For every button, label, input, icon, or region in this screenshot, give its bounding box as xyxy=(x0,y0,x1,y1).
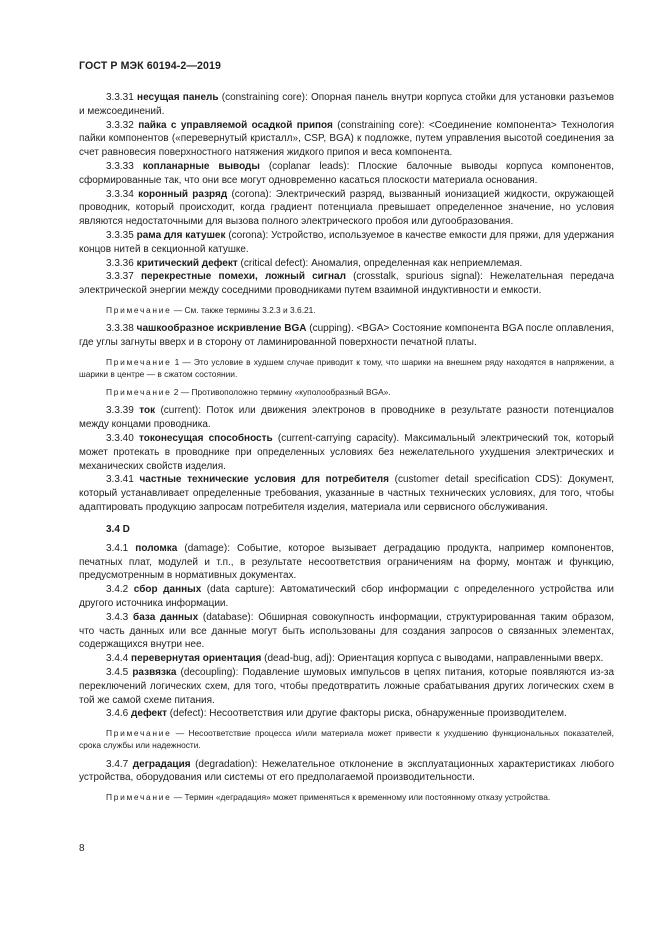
term-entry: 3.3.39 ток (current): Поток или движения электронов в проводнике в результате разности потенциалов между концами проводника. xyxy=(79,405,614,431)
term-name: пайка с управляемой осадкой припоя xyxy=(138,119,333,131)
term-entry: 3.3.32 пайка с управляемой осадкой припоя (constraining core): <Соединение компонента> Технология пайки компонентов («перевернутый кристалл», CSP, BGA) к подложке, путем управления высотой соединения за счет равновесия поверхностного натяжения жидкого припоя и веса компонента. xyxy=(79,119,615,159)
term-name: перевернутая ориентация xyxy=(131,653,262,665)
term-name: токонесущая способность xyxy=(139,432,273,444)
term-name: несущая панель xyxy=(137,92,219,103)
note: Примечание — Несоответствие процесса и/или материала может привести к ухудшению функциональных показателей, срока службы или надежности. xyxy=(79,728,614,751)
term-entry: 3.4.7 деградация (degradation): Нежелательное отклонение в эксплуатационных характеристиках любого устройства, оборудования или системы от его предполагаемой производительности. xyxy=(79,758,614,784)
term-entry: 3.3.33 копланарные выводы (coplanar leads): Плоские балочные выводы корпуса компонентов, сформированные так, что они все могут одновременно касаться плоскости материала основания. xyxy=(79,160,614,186)
term-entry: 3.4.6 дефект (defect): Несоответствия или другие факторы риска, обнаруженные производителем. xyxy=(106,708,567,720)
note: Примечание — Термин «деградация» может применяться к временному или постоянному отказу устройства. xyxy=(106,792,551,803)
term-entry: 3.4.1 поломка (damage): Событие, которое вызывает деградацию продукта, например компонентов, печатных плат, модулей и т.п., в результате несоответствия ограничениям на форму, монтаж и функцию, предусмотренным в нормативных документах. xyxy=(79,542,614,582)
term-name: ток xyxy=(139,405,156,417)
term-name: коронный разряд xyxy=(138,188,228,200)
term-name: развязка xyxy=(132,666,177,678)
term-entry: 3.4.2 сбор данных (data capture): Автоматический сбор информации с определенного устройства или другого источника информации. xyxy=(79,584,614,609)
term-name: дефект xyxy=(131,708,168,720)
term-name: перекрестные помехи, ложный сигнал xyxy=(140,271,346,283)
document-body xyxy=(79,91,614,809)
section-heading: 3.4 D xyxy=(106,523,130,535)
term-name: база данных xyxy=(133,611,199,623)
note: Примечание 2 — Противоположно термину «куполообразный BGA». xyxy=(106,387,391,398)
page-number: 8 xyxy=(79,843,85,854)
term-name: чашкообразное искривление BGA xyxy=(136,323,307,335)
document-header: ГОСТ Р МЭК 60194-2—2019 xyxy=(79,60,222,72)
term-entry: 3.3.41 частные технические условия для потребителя (customer detail specification CDS): Документ, который устанавливает определенные требования, указанные в частных технических условиях, для того, чтобы адаптировать продукцию запросам потребителя изделия, материала или сервисного обслуживания. xyxy=(79,474,614,513)
term-entry: 3.3.37 перекрестные помехи, ложный сигнал (crosstalk, spurious signal): Нежелательная передача электрической энергии между соседними проводниками путем взаимной индуктивности и емкости. xyxy=(79,271,615,297)
term-name: деградация xyxy=(132,758,191,770)
term-entry: 3.3.34 коронный разряд (corona): Электрический разряд, вызванный ионизацией жидкости, окружающей проводник, который происходит, когда градиент потенциала превышает определенное значение, но условия являются недостаточными для вызова полного электрического пробоя или дугообразования. xyxy=(79,188,615,228)
term-name: копланарные выводы xyxy=(142,160,260,172)
term-entry: 3.3.40 токонесущая способность (current-carrying capacity). Максимальный электрический ток, который может протекать в проводнике при определенных условиях без нежелательного ухудшения электрических и механических свойств изделия. xyxy=(79,432,615,472)
term-entry: 3.4.4 перевернутая ориентация (dead-bug, adj): Ориентация корпуса с выводами, направленными вверх. xyxy=(106,653,604,665)
term-name: рама для катушек xyxy=(136,229,226,241)
note: Примечание 1 — Это условие в худшем случае приводит к тому, что шарики на внешнем ряду находятся в напряжении, а шарики в центре — в сжатом состоянии. xyxy=(79,356,614,379)
term-entry: 3.4.5 развязка (decoupling): Подавление шумовых импульсов в цепях питания, которые появляются из-за переключений логических схем, для того, чтобы предотвратить ложные срабатывания других логических схем в той же самой схеме питания. xyxy=(79,666,614,706)
term-name: сбор данных xyxy=(133,584,202,596)
term-name: критический дефект xyxy=(136,257,238,269)
note: Примечание — См. также термины 3.2.3 и 3.6.21. xyxy=(106,304,316,315)
term-name: поломка xyxy=(135,542,178,554)
term-entry: 3.3.38 чашкообразное искривление BGA (cupping). <BGA> Состояние компонента BGA после оплавления, где углы загнуты вверх и в сторону от ламинированной поверхности печатной платы. xyxy=(79,323,614,348)
term-entry: 3.3.31 несущая панель (constraining core): Опорная панель внутри корпуса стойки для установки разъемов и межсоединений. xyxy=(79,92,615,117)
term-name: частные технические условия для потребителя xyxy=(139,474,389,486)
term-entry: 3.3.36 критический дефект (critical defect): Аномалия, определенная как неприемлемая. xyxy=(106,257,523,269)
term-entry: 3.4.3 база данных (database): Обширная совокупность информации, структурированная таким образом, что часть данных или все данные могут быть использованы для создания запросов о связанных элементах, содержащихся внутри нее. xyxy=(79,611,615,651)
term-entry: 3.3.35 рама для катушек (corona): Устройство, используемое в качестве емкости для пряжи, для удержания концов нитей в секционной катушке. xyxy=(79,229,615,255)
